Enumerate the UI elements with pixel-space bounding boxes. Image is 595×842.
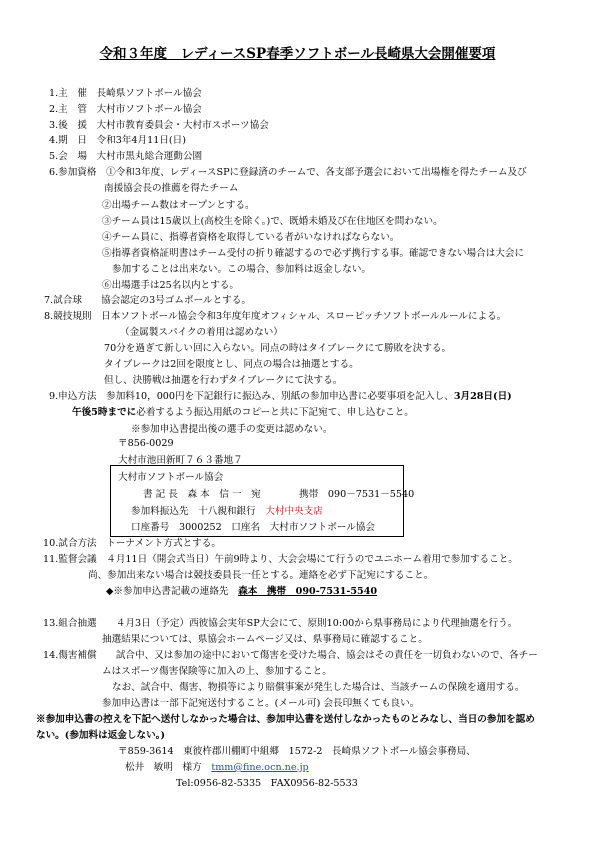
meeting-contact <box>106 586 377 598</box>
eligibility-line: ②出場チーム数はオープンとする。 <box>102 200 255 211</box>
item-injury: 14.傷害補償 試合中、又は参加の途中において傷害を受けた場合、協会はその責任を一切負わないので、各チー <box>43 650 538 661</box>
item-support: 3.後 援 大村市教育委員会・大村市スポーツ協会 <box>49 120 269 131</box>
warning-note: ない。(参加料は返金しない。) <box>36 730 165 741</box>
eligibility-line: 南援協会長の推薦を得たチーム <box>104 183 239 194</box>
item-application <box>49 391 512 403</box>
injury-line: ムはスポーツ傷害保険等に加入の上、参加すること。 <box>102 666 332 677</box>
injury-line: 参加申込書は一部下記宛送付すること。(メール可) 会長印無くても良い。 <box>102 698 420 709</box>
box-address: 大村市池田新町７６３番地７ <box>118 455 243 466</box>
item-sponsor: 1.主 催 長崎県ソフトボール協会 <box>49 88 202 99</box>
footer-tel: Tel:0956-82-5335 FAX0956-82-5533 <box>176 778 358 789</box>
box-bank <box>131 506 323 518</box>
item-date: 4.期 日 令和3年4月11日(日) <box>49 135 186 146</box>
warning-note: ※参加申込書の控えを下記へ送付しなかった場合は、参加申込書を送付しなかったものとみなし、当日の参加を認め <box>36 714 535 725</box>
injury-line: なお、試合中、傷害、物損等により賠償事案が発生した場合は、当該チームの保険を適用する。 <box>112 682 525 693</box>
box-account: 口座番号 3000252 口座名 大村市ソフトボール協会 <box>131 522 376 533</box>
application-note: ※参加申込書提出後の選手の変更は認めない。 <box>131 424 333 435</box>
footer-name <box>125 762 309 774</box>
box-person: 書 記 長 森 本 信 一 宛 携帯 090－7531－5540 <box>143 489 415 500</box>
rules-line: （金属製スパイクの着用は認めない） <box>120 327 283 338</box>
eligibility-line: ⑥出場選手は25名以内とする。 <box>102 280 239 291</box>
application-text: 必着するよう振込用紙のコピーと共に下記宛て、申し込むこと。 <box>136 407 414 418</box>
bank-branch: 大村中央支店 <box>265 506 323 517</box>
item-draw: 13.組合抽選 ４月3日（予定）西彼協会実年SP大会にて、原則10:00から県事務局により代理抽選を行う。 <box>43 618 518 629</box>
contact-label: ◆※参加申込書記載の連絡先 <box>106 586 239 597</box>
rules-line: 但し、決勝戦は抽選を行わずタイブレークにて決する。 <box>104 375 343 386</box>
item-match-format: 10.試合方法 トーナメント方式とする。 <box>43 538 221 549</box>
rules-line: 70分を過ぎて新しい回に入らない。同点の時はタイブレークにて勝敗を決する。 <box>104 343 452 354</box>
item-eligibility: 6.参加資格 ①令和3年度、レディースSPに登録済のチームで、各支部予選会において出場権を得たチーム及び <box>49 167 527 178</box>
draw-line: 抽選結果については、県協会ホームページ又は、県事務局に確認すること。 <box>102 634 428 645</box>
application-deadline-date: 3月28日(日) <box>453 391 512 402</box>
page-title: 令和３年度 レディースSP春季ソフトボール長崎県大会開催要項 <box>99 46 496 62</box>
application-line <box>72 407 414 419</box>
meeting-line: 尚、参加出来ない場合は競技委員長一任とする。連絡を必ず下記宛にすること。 <box>88 570 434 581</box>
contact-name: 森本 携帯 090-7531-5540 <box>238 586 378 597</box>
item-manager-meeting: 11.監督会議 ４月11日（開会式当日）午前9時より、大会会場にて行うのでユニホーム着用で参加すること。 <box>43 554 518 565</box>
application-text: 9.申込方法 参加料10，000円を下記銀行に振込み、別紙の参加申込書に必要事項を記入し、 <box>49 391 454 402</box>
eligibility-line: 参加することは出来ない。この場合、参加料は返金しない。 <box>112 264 372 275</box>
application-deadline-time: 午後5時までに <box>72 407 137 418</box>
box-zip: 〒856-0029 <box>118 438 174 449</box>
bank-label: 参加料振込先 十八親和銀行 <box>131 506 266 517</box>
rules-line: タイブレークは2回を限度とし、同点の場合は抽選とする。 <box>104 359 359 370</box>
eligibility-line: ③チーム員は15歳以上(高校生を除く。)で、既婚未婚及び在住地区を問わない。 <box>102 216 443 227</box>
footer-address: 〒859-3614 東彼杵郡川棚町中組郷 1572-2 長崎県ソフトボール協会事務局、 <box>118 746 476 757</box>
eligibility-line: ⑤指導者資格証明書はチーム受付の折り確認するので必ず携行する事。確認できない場合は大会に <box>102 248 525 259</box>
item-rules: 8.競技規則 日本ソフトボール協会令和3年度年度オフィシャル、スローピッチソフトボールルールによる。 <box>44 311 507 322</box>
footer-email-link[interactable]: tmm@fine.ocn.ne.jp <box>211 762 309 773</box>
box-org: 大村市ソフトボール協会 <box>118 472 224 483</box>
eligibility-line: ④チーム員に、指導者資格を取得している者がいなければならない。 <box>102 232 400 243</box>
footer-person: 松井 敏明 様方 <box>125 762 212 773</box>
item-ball: 7.試合球 協会認定の3号ゴムボールとする。 <box>44 295 251 306</box>
item-venue: 5.会 場 大村市黒丸総合運動公園 <box>49 151 203 162</box>
item-organizer: 2.主 管 大村市ソフトボール協会 <box>49 104 202 115</box>
